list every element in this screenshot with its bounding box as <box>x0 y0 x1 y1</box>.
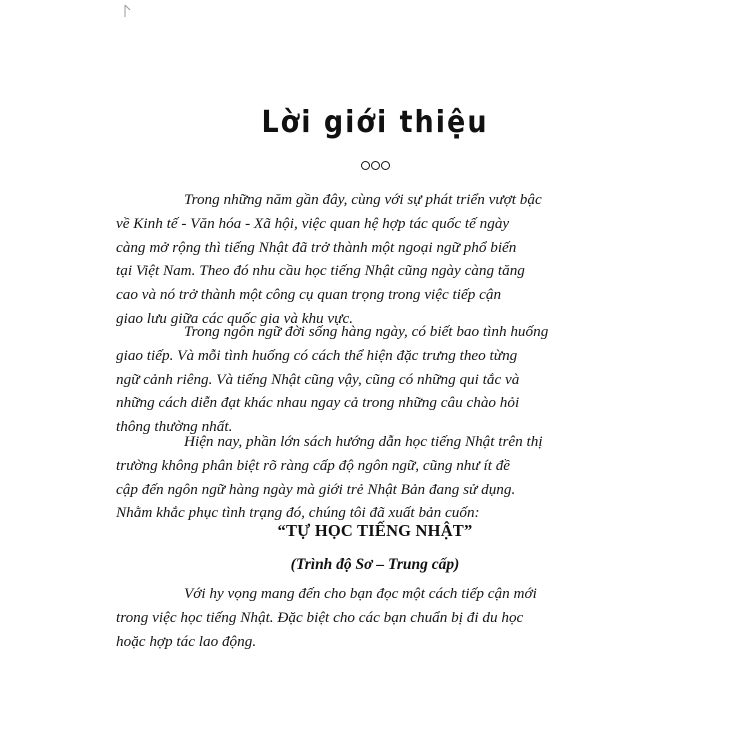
book-level: (Trình độ Sơ – Trung cấp) <box>290 556 460 573</box>
paragraph-line: Với hy vọng mang đến cho bạn đọc một cách tiếp cận mới <box>184 585 537 602</box>
paragraph-line: cao và nó trở thành một công cụ quan trọng trong việc tiếp cận <box>116 286 502 304</box>
paragraph-line: Hiện nay, phần lớn sách hướng dẫn học tiếng Nhật trên thị <box>184 433 543 450</box>
paragraph-line: giao tiếp. Và mỗi tình huống có cách thể hiện đặc trưng theo từng <box>116 346 518 364</box>
ornament-ring <box>381 161 390 170</box>
paragraph-line: Trong những năm gần đây, cùng với sự phát triển vượt bậc <box>184 191 542 208</box>
page-title: Lời giới thiệu <box>261 105 489 140</box>
paragraph-line: những cách diễn đạt khác nhau ngay cả trong những câu chào hỏi <box>116 394 520 412</box>
ornament-ring <box>371 161 380 170</box>
ornament-divider <box>0 161 750 175</box>
book-title: “TỰ HỌC TIẾNG NHẬT” <box>277 521 473 540</box>
intro-paragraph-3 <box>116 430 560 525</box>
paragraph-line: tại Việt Nam. Theo đó nhu cầu học tiếng Nhật cũng ngày càng tăng <box>116 262 525 280</box>
paragraph-line: giao lưu giữa các quốc gia và khu vực. <box>116 309 353 327</box>
paragraph-line: trường không phân biệt rõ ràng cấp độ ngôn ngữ, cũng như ít đề <box>116 456 511 474</box>
paragraph-line: cập đến ngôn ngữ hàng ngày mà giới trẻ Nhật Bản đang sử dụng. <box>116 480 516 498</box>
paragraph-line: hoặc hợp tác lao động. <box>116 632 257 650</box>
ornament-ring <box>361 161 370 170</box>
paragraph-line: trong việc học tiếng Nhật. Đặc biệt cho các bạn chuẩn bị đi du học <box>116 608 524 626</box>
intro-paragraph-2 <box>116 320 560 439</box>
paragraph-line: ngữ cảnh riêng. Và tiếng Nhật cũng vậy, cũng có những qui tắc và <box>116 370 520 388</box>
scan-corner-mark <box>124 4 132 18</box>
paragraph-line: Trong ngôn ngữ đời sống hàng ngày, có biết bao tình huống <box>184 323 549 340</box>
paragraph-line: Nhằm khắc phục tình trạng đó, chúng tôi đã xuất bản cuốn: <box>116 504 480 522</box>
intro-paragraph-1 <box>116 188 560 331</box>
paragraph-line: về Kinh tế - Văn hóa - Xã hội, việc quan hệ hợp tác quốc tế ngày <box>116 214 510 232</box>
paragraph-line: càng mở rộng thì tiếng Nhật đã trở thành một ngoại ngữ phổ biến <box>116 238 517 256</box>
intro-paragraph-4 <box>116 582 560 653</box>
paragraph-line: thông thường nhất. <box>116 418 233 436</box>
